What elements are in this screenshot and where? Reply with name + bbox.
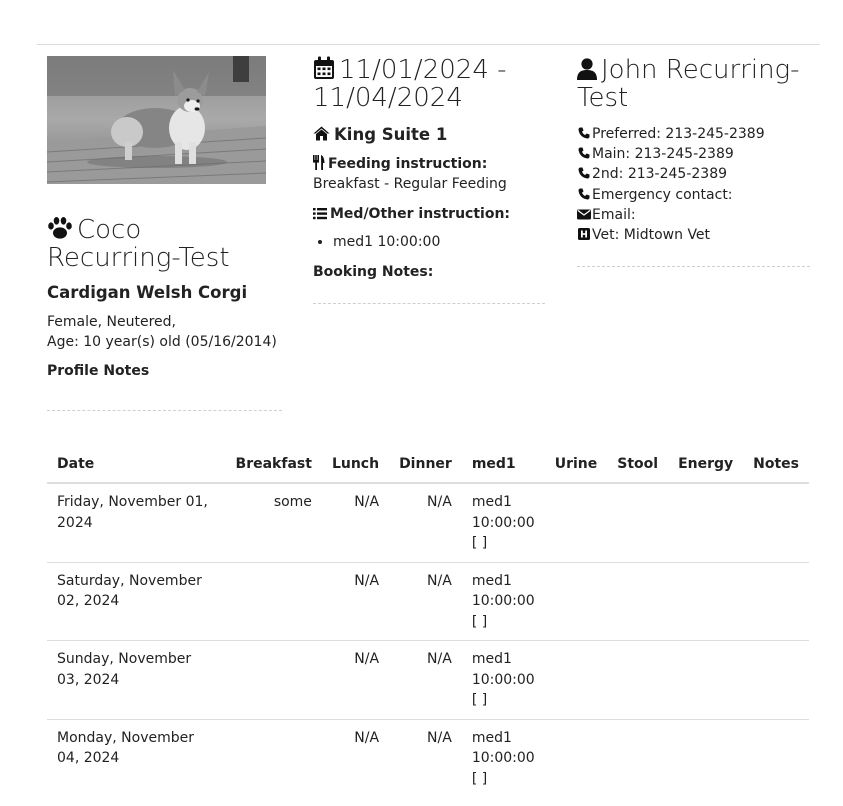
envelope-icon (577, 209, 591, 220)
contact-second-text: 2nd: 213-245-2389 (592, 166, 728, 183)
cell-urine (545, 483, 608, 562)
contact-second (577, 164, 810, 184)
cell-stool (607, 483, 668, 562)
feeding-label-row (313, 154, 545, 174)
contact-email-text: Email: (592, 206, 636, 223)
column-header-notes: Notes (743, 446, 809, 483)
cell-breakfast (226, 562, 322, 641)
pet-panel (47, 56, 282, 411)
phone-icon (577, 188, 591, 200)
booking-notes-divider (313, 303, 545, 304)
phone-icon (577, 127, 591, 139)
feeding-value: Breakfast - Regular Feeding (313, 176, 507, 192)
booking-notes-label: Booking Notes: (313, 264, 434, 280)
column-header-stool: Stool (607, 446, 668, 483)
feeding-label: Feeding instruction: (328, 156, 488, 172)
med-list-item: • med1 10:00:00 (333, 232, 545, 252)
cell-lunch: N/A (354, 494, 380, 510)
table-row (47, 562, 809, 641)
schedule-table (47, 446, 809, 797)
table-row (47, 641, 809, 720)
cell-energy (668, 483, 743, 562)
owner-name-heading (577, 56, 810, 112)
table-row (47, 719, 809, 797)
owner-name: John Recurring-Test (577, 55, 800, 113)
owner-panel (577, 56, 810, 267)
profile-notes-label: Profile Notes (47, 363, 150, 379)
cell-lunch: N/A (322, 641, 389, 720)
cell-energy (668, 719, 743, 797)
cell-med1: med1 10:00:00 [ ] (462, 641, 545, 720)
cell-dinner: N/A (389, 562, 462, 641)
pet-name-heading (47, 216, 282, 272)
profile-notes-divider (47, 410, 282, 411)
phone-icon (577, 167, 591, 179)
phone-icon (577, 147, 591, 159)
pet-photo (47, 56, 266, 184)
med-list (313, 232, 545, 252)
hospital-icon (577, 228, 591, 240)
cell-stool (607, 562, 668, 641)
user-icon (577, 58, 597, 80)
cell-breakfast (226, 641, 322, 720)
cell-notes (743, 641, 809, 720)
cell-notes (743, 562, 809, 641)
booking-dates: 11/01/2024 - 11/04/2024 (313, 55, 507, 113)
cell-energy (668, 641, 743, 720)
table-row (47, 483, 809, 562)
calendar-icon (313, 56, 335, 80)
contact-main-text: Main: 213-245-2389 (592, 146, 734, 163)
contact-emergency-text: Emergency contact: (592, 186, 733, 203)
cell-date: Saturday, November 02, 2024 (47, 562, 226, 641)
cell-date: Friday, November 01, 2024 (57, 494, 208, 531)
booking-panel (313, 56, 545, 304)
suite-heading (313, 124, 545, 146)
column-header-med1: med1 (462, 446, 545, 483)
paw-icon (47, 216, 73, 240)
top-divider (37, 44, 820, 45)
cell-stool (607, 719, 668, 797)
cell-notes (743, 483, 809, 562)
pet-breed: Cardigan Welsh Corgi (47, 283, 248, 302)
med-label-row (313, 204, 545, 224)
cell-lunch: N/A (322, 719, 389, 797)
cell-notes (743, 719, 809, 797)
cell-urine (545, 719, 608, 797)
cell-date: Monday, November 04, 2024 (47, 719, 226, 797)
med-label: Med/Other instruction: (330, 206, 511, 222)
cell-urine (545, 641, 608, 720)
column-header-urine: Urine (545, 446, 608, 483)
cell-stool (607, 641, 668, 720)
column-header-lunch: Lunch (322, 446, 389, 483)
contact-vet-text: Vet: Midtown Vet (592, 227, 711, 244)
pet-info (47, 312, 282, 352)
contact-main (577, 144, 810, 164)
cell-date: Sunday, November 03, 2024 (47, 641, 226, 720)
column-header-date: Date (47, 446, 226, 483)
owner-divider (577, 266, 810, 267)
suite-name: King Suite 1 (334, 125, 448, 144)
column-header-breakfast: Breakfast (226, 446, 322, 483)
contact-vet (577, 225, 810, 245)
list-icon (313, 207, 327, 220)
cell-med1: med1 10:00:00 [ ] (462, 562, 545, 641)
cell-breakfast: some (273, 494, 312, 510)
cell-urine (545, 562, 608, 641)
cell-lunch: N/A (322, 562, 389, 641)
cell-energy (668, 562, 743, 641)
contact-email (577, 205, 810, 225)
booking-dates-heading (313, 56, 545, 112)
pet-age: Age: 10 year(s) old (05/16/2014) (47, 334, 277, 350)
column-header-dinner: Dinner (389, 446, 462, 483)
utensils-icon (313, 155, 325, 170)
contact-preferred (577, 124, 810, 144)
cell-med1: med1 10:00:00 [ ] (471, 494, 535, 551)
schedule-header-row (47, 446, 809, 483)
owner-contacts (577, 124, 810, 245)
cell-dinner: N/A (389, 719, 462, 797)
cell-dinner: N/A (427, 494, 452, 510)
cell-dinner: N/A (389, 641, 462, 720)
pet-name: Coco Recurring-Test (47, 215, 230, 273)
home-icon (313, 126, 330, 141)
contact-emergency (577, 185, 810, 205)
contact-preferred-text: Preferred: 213-245-2389 (592, 126, 765, 142)
column-header-energy: Energy (668, 446, 743, 483)
cell-breakfast (226, 719, 322, 797)
cell-med1: med1 10:00:00 [ ] (462, 719, 545, 797)
pet-sex-status: Female, Neutered, (47, 314, 176, 330)
